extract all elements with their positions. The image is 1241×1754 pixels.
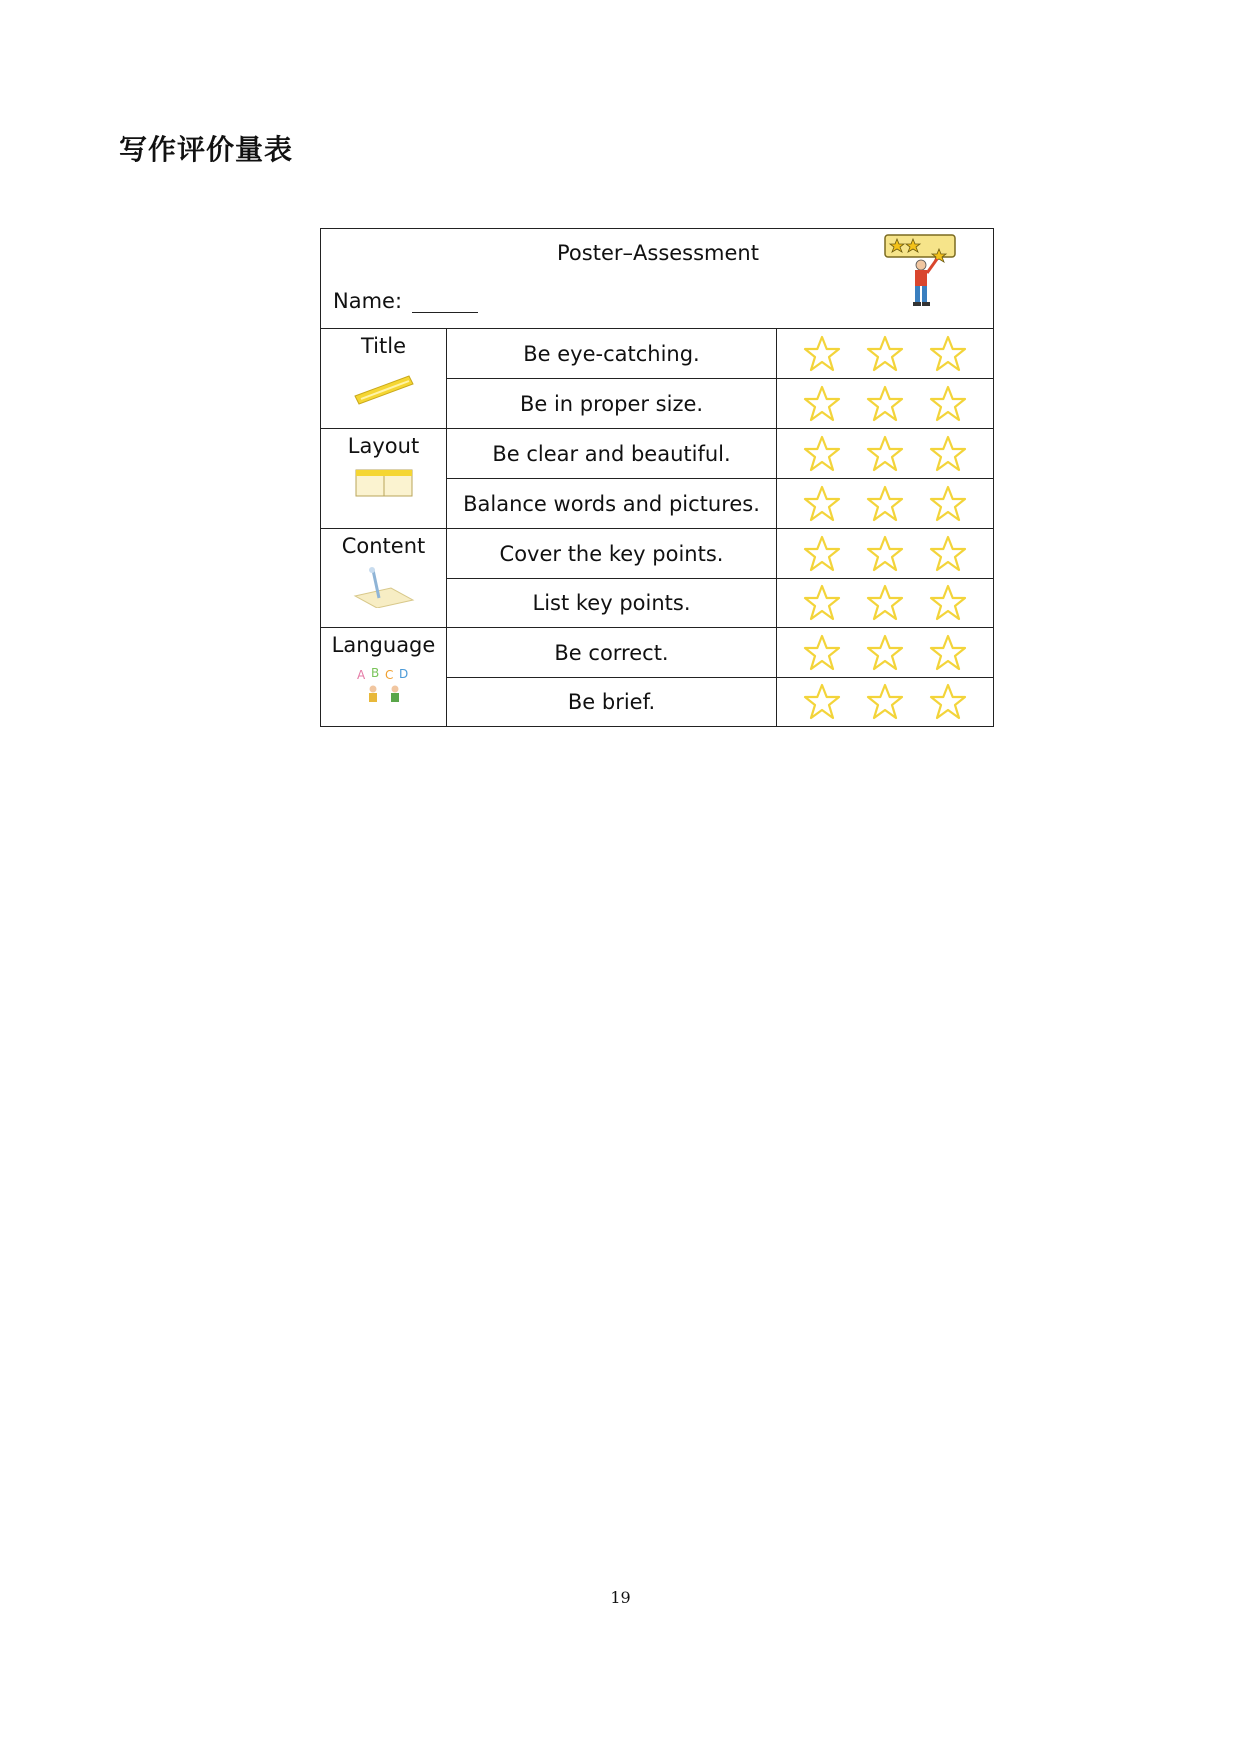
criterion-row xyxy=(447,479,777,529)
table-header xyxy=(321,229,993,329)
criterion-row xyxy=(447,678,777,726)
category-layout xyxy=(321,429,447,529)
criterion-text: Be brief. xyxy=(567,690,656,714)
star-outline-icon[interactable] xyxy=(865,584,905,622)
category-label: Language xyxy=(331,633,436,657)
star-rating[interactable] xyxy=(777,678,993,726)
star-outline-icon[interactable] xyxy=(928,584,968,622)
svg-text:C: C xyxy=(384,668,393,682)
star-outline-icon[interactable] xyxy=(865,435,905,473)
star-rating[interactable] xyxy=(777,579,993,628)
star-outline-icon[interactable] xyxy=(865,485,905,523)
category-label: Title xyxy=(360,334,406,358)
category-label: Layout xyxy=(347,434,420,458)
star-outline-icon[interactable] xyxy=(928,335,968,373)
criterion-row xyxy=(447,628,777,678)
star-outline-icon[interactable] xyxy=(802,683,842,721)
name-label: Name: xyxy=(333,289,403,313)
criterion-text: Cover the key points. xyxy=(499,541,724,566)
category-language xyxy=(321,628,447,726)
svg-text:A: A xyxy=(356,668,365,682)
category-content xyxy=(321,529,447,628)
svg-text:B: B xyxy=(370,666,379,680)
name-blank-line xyxy=(412,290,478,313)
star-outline-icon[interactable] xyxy=(928,485,968,523)
category-title xyxy=(321,329,447,429)
star-outline-icon[interactable] xyxy=(928,535,968,573)
star-rating[interactable] xyxy=(777,628,993,678)
criterion-text: Balance words and pictures. xyxy=(463,491,760,516)
star-rating[interactable] xyxy=(777,329,993,379)
poster-assessment-table xyxy=(320,228,994,727)
criterion-text: Be correct. xyxy=(554,640,669,665)
criterion-row xyxy=(447,579,777,628)
star-outline-icon[interactable] xyxy=(802,535,842,573)
pen-paper-icon xyxy=(351,566,417,608)
star-outline-icon[interactable] xyxy=(865,683,905,721)
star-outline-icon[interactable] xyxy=(802,584,842,622)
star-outline-icon[interactable] xyxy=(928,435,968,473)
star-rating[interactable] xyxy=(777,429,993,479)
criterion-text: Be in proper size. xyxy=(519,391,704,416)
table-title: Poster–Assessment xyxy=(557,241,759,265)
criterion-row xyxy=(447,329,777,379)
name-row xyxy=(333,289,478,313)
star-outline-icon[interactable] xyxy=(802,634,842,672)
svg-text:D: D xyxy=(398,667,408,681)
star-rating[interactable] xyxy=(777,479,993,529)
star-outline-icon[interactable] xyxy=(802,385,842,423)
star-rating[interactable] xyxy=(777,529,993,579)
star-outline-icon[interactable] xyxy=(865,385,905,423)
star-rating[interactable] xyxy=(777,379,993,429)
criterion-row xyxy=(447,429,777,479)
star-outline-icon[interactable] xyxy=(802,335,842,373)
category-label: Content xyxy=(341,534,426,558)
star-outline-icon[interactable] xyxy=(928,385,968,423)
mascot-holding-stars-icon xyxy=(881,231,961,309)
page-heading: 写作评价量表 xyxy=(119,133,294,166)
criterion-row xyxy=(447,529,777,579)
layout-blocks-icon xyxy=(354,466,414,500)
star-outline-icon[interactable] xyxy=(865,634,905,672)
criterion-text: List key points. xyxy=(532,591,691,615)
star-outline-icon[interactable] xyxy=(802,485,842,523)
abcd-kids-icon xyxy=(353,665,415,707)
criterion-text: Be clear and beautiful. xyxy=(492,441,731,466)
star-outline-icon[interactable] xyxy=(928,634,968,672)
yellow-banner-icon xyxy=(351,366,417,406)
criterion-text: Be eye-catching. xyxy=(523,341,700,366)
star-outline-icon[interactable] xyxy=(865,535,905,573)
star-outline-icon[interactable] xyxy=(928,683,968,721)
star-outline-icon[interactable] xyxy=(802,435,842,473)
criterion-row xyxy=(447,379,777,429)
star-outline-icon[interactable] xyxy=(865,335,905,373)
page-number: 19 xyxy=(610,1588,631,1607)
